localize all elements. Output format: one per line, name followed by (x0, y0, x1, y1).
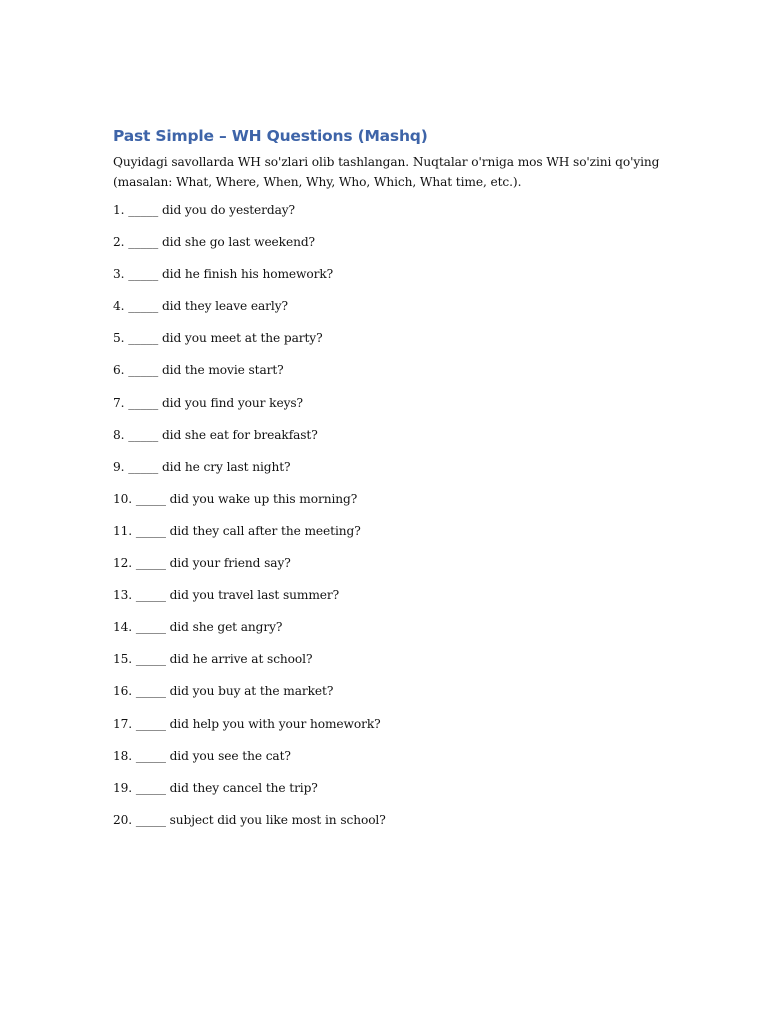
question-item: 9. _____ did he cry last night? (113, 459, 291, 474)
document-title: Past Simple – WH Questions (Mashq) (113, 127, 428, 145)
instructions (113, 152, 673, 192)
question-item: 4. _____ did they leave early? (113, 299, 288, 314)
question-item: 2. _____ did she go last weekend? (113, 235, 315, 250)
document-body (113, 124, 673, 827)
question-item: 7. _____ did you find your keys? (113, 395, 303, 410)
question-item: 17. _____ did help you with your homework? (113, 716, 381, 731)
question-item: 10. _____ did you wake up this morning? (113, 491, 358, 506)
question-item: 18. _____ did you see the cat? (113, 748, 291, 763)
question-item: 12. _____ did your friend say? (113, 556, 291, 571)
question-item: 8. _____ did she eat for breakfast? (113, 427, 318, 442)
question-item: 20. _____ subject did you like most in school? (113, 812, 386, 827)
question-item: 11. _____ did they call after the meeting? (113, 523, 361, 538)
question-item: 14. _____ did she get angry? (113, 620, 283, 635)
question-item: 19. _____ did they cancel the trip? (113, 780, 318, 795)
instructions-line-1: Quyidagi savollarda WH so'zlari olib tashlangan. Nuqtalar o'rniga mos WH so'zini qo'ying (113, 155, 660, 169)
instructions-line-2: (masalan: What, Where, When, Why, Who, Which, What time, etc.). (113, 175, 522, 189)
question-list (113, 200, 386, 842)
question-item: 13. _____ did you travel last summer? (113, 588, 340, 603)
question-item: 5. _____ did you meet at the party? (113, 331, 323, 346)
question-item: 6. _____ did the movie start? (113, 363, 284, 378)
question-item: 15. _____ did he arrive at school? (113, 652, 313, 667)
question-item: 3. _____ did he finish his homework? (113, 267, 334, 282)
question-item: 16. _____ did you buy at the market? (113, 684, 334, 699)
question-item: 1. _____ did you do yesterday? (113, 203, 295, 217)
